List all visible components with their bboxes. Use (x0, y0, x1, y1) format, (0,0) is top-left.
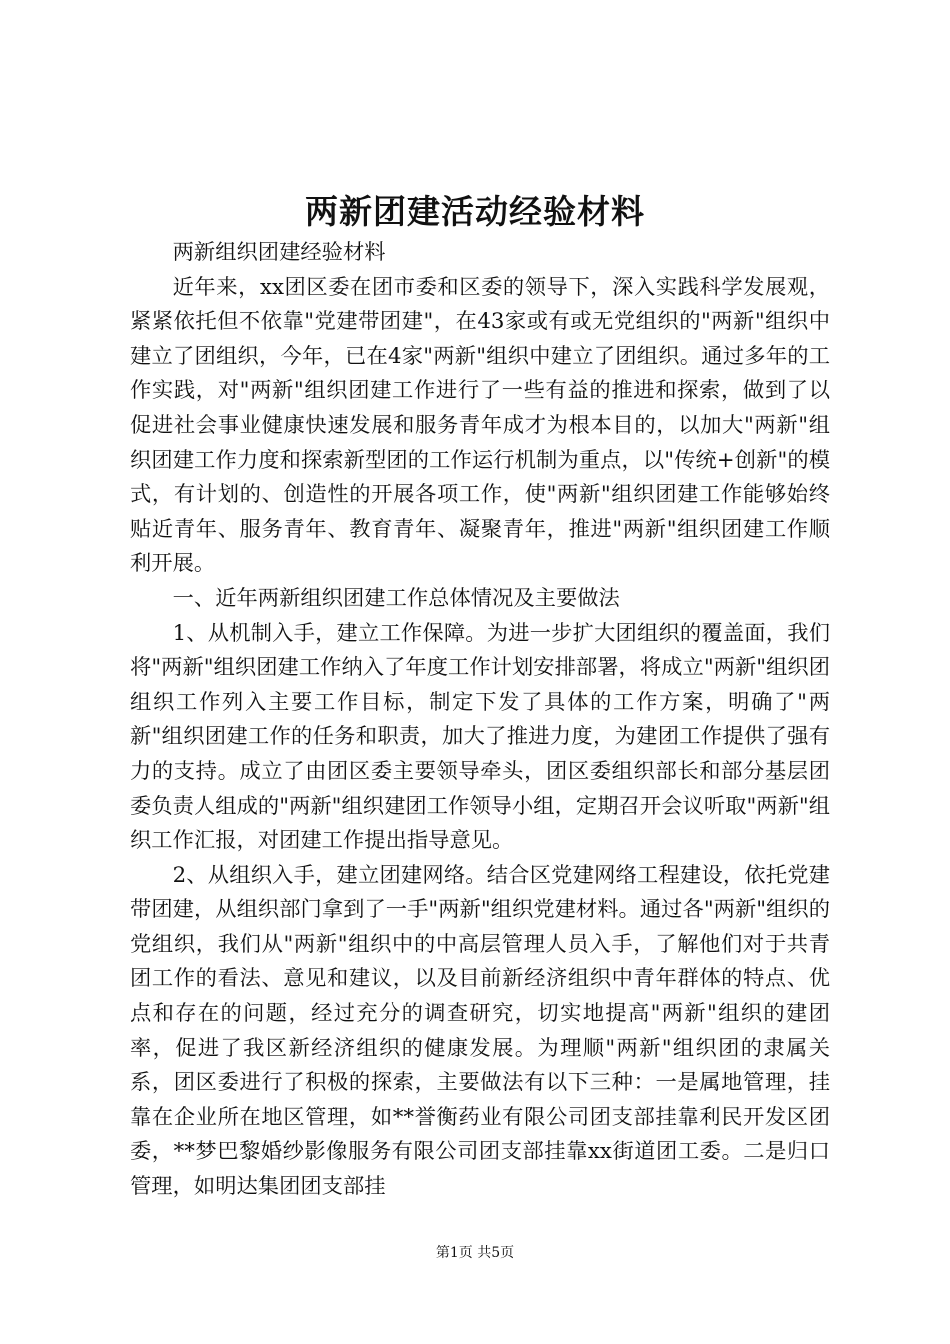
paragraph-mechanism: 1、从机制入手，建立工作保障。为进一步扩大团组织的覆盖面，我们将"两新"组织团建工作纳入了年度工作计划安排部署，将成立"两新"组织团组织工作列入主要工作目标，制定下发了具体的工作方案，明确了"两新"组织团建工作的任务和职责，加大了推进力度，为建团工作提供了强有力的支持。成立了由团区委主要领导牵头，团区委组织部长和部分基层团委负责人组成的"两新"组织建团工作领导小组，定期召开会议听取"两新"组织工作汇报，对团建工作提出指导意见。 (130, 620, 830, 854)
paragraph-organization: 2、从组织入手，建立团建网络。结合区党建网络工程建设，依托党建带团建，从组织部门拿到了一手"两新"组织党建材料。通过各"两新"组织的党组织，我们从"两新"组织中的中高层管理人员入手，了解他们对于共青团工作的看法、意见和建议，以及目前新经济组织中青年群体的特点、优点和存在的问题，经过充分的调查研究，切实地提高"两新"组织的建团率，促进了我区新经济组织的健康发展。为理顺"两新"组织团的隶属关系，团区委进行了积极的探索，主要做法有以下三种：一是属地管理，挂靠在企业所在地区管理，如**誉衡药业有限公司团支部挂靠利民开发区团委，**梦巴黎婚纱影像服务有限公司团支部挂靠xx街道团工委。二是归口管理，如明达集团团支部挂 (130, 862, 830, 1200)
paragraph-intro: 近年来，xx团区委在团市委和区委的领导下，深入实践科学发展观，紧紧依托但不依靠"党建带团建"，在43家或有或无党组织的"两新"组织中建立了团组织，今年，已在4家"两新"组织中建立了团组织。通过多年的工作实践，对"两新"组织团建工作进行了一些有益的推进和探索，做到了以促进社会事业健康快速发展和服务青年成才为根本目的，以加大"两新"组织团建工作力度和探索新型团的工作运行机制为重点，以"传统+创新"的模式，有计划的、创造性的开展各项工作，使"两新"组织团建工作能够始终贴近青年、服务青年、教育青年、凝聚青年，推进"两新"组织团建工作顺利开展。 (130, 274, 830, 577)
document-body (130, 236, 830, 1205)
document-title: 两新团建活动经验材料 (305, 192, 645, 231)
paragraph-subtitle: 两新组织团建经验材料 (172, 240, 386, 265)
page-footer: 第1页 共5页 (435, 1245, 515, 1261)
section-heading: 一、近年两新组织团建工作总体情况及主要做法 (172, 585, 620, 611)
